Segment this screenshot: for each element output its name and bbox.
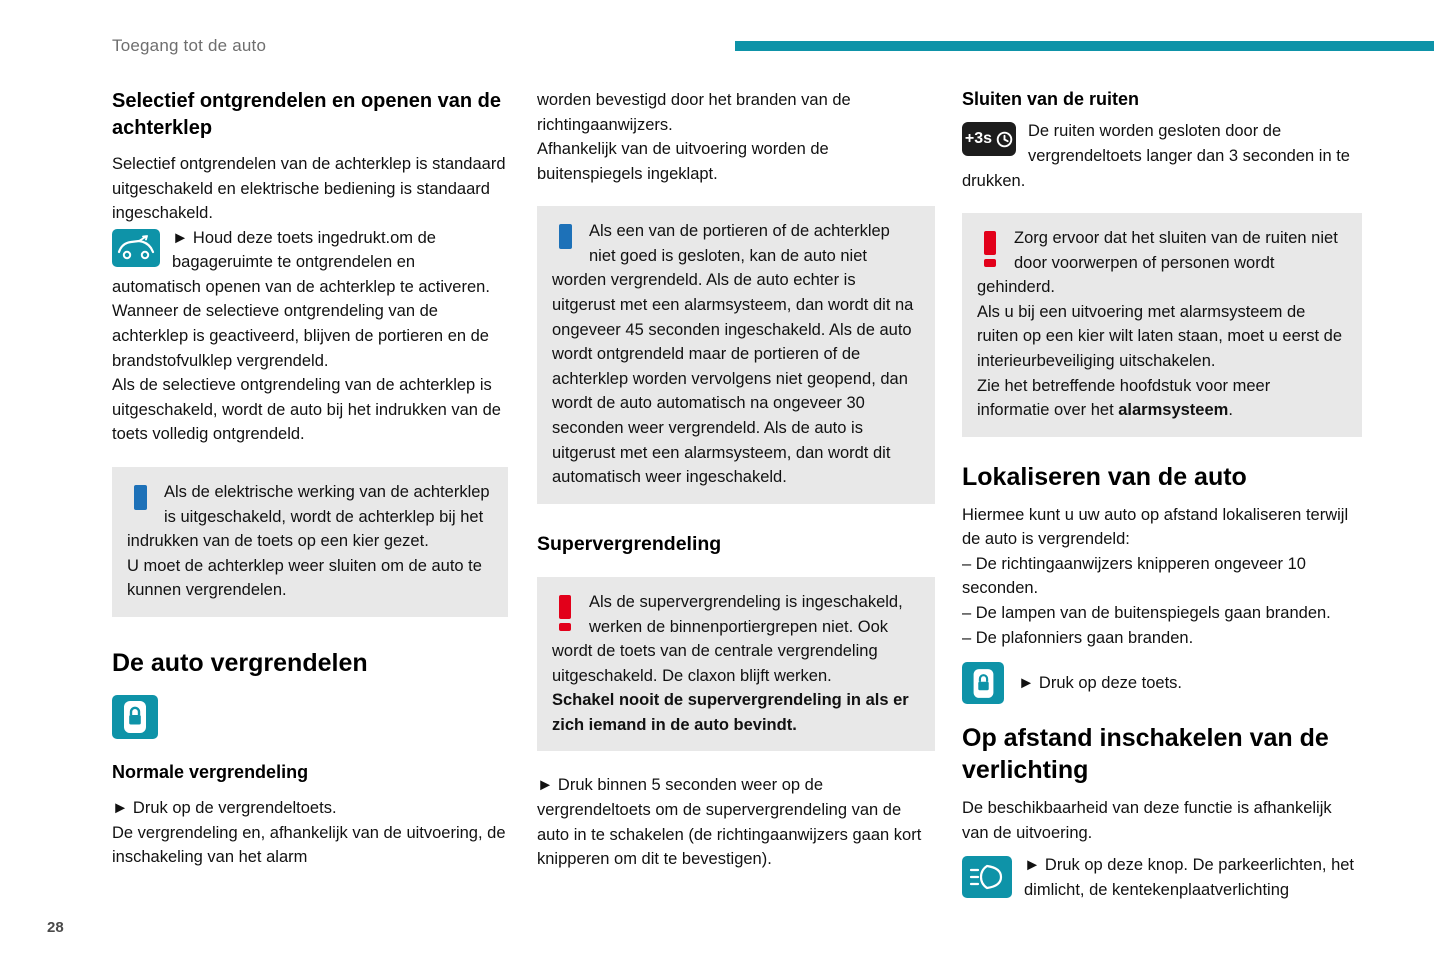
warning-text: Als de supervergrendeling is ingeschakeld, werken de binnenportiergrepen niet. Ook wordt de toets van de centrale vergrendeling uitgeschakeld. De claxon blijft werken. [552, 593, 903, 685]
column-3 [962, 88, 1362, 903]
paragraph: ► Druk binnen 5 seconden weer op de vergrendeltoets om de supervergrendeling van de auto in te schakelen (de richtingaanwijzers gaan kort knipperen om dit te bevestigen). [537, 776, 922, 869]
warning-text-bold: Schakel nooit de supervergrendeling in als er zich iemand in de auto bevindt. [552, 691, 909, 734]
warning-text-part: Zie het betreffende hoofdstuk voor meer informatie over het [977, 376, 1271, 420]
warning-text [977, 374, 1347, 423]
warning-text-part: . [1228, 401, 1233, 420]
section-title-deadlocking: Supervergrendeling [537, 532, 722, 555]
paragraph: ► Druk op de vergrendeltoets. [112, 799, 337, 818]
lock-remote-icon [962, 662, 1004, 704]
paragraph: worden bevestigd door het branden van de richtingaanwijzers. [537, 91, 851, 134]
paragraph: Selectief ontgrendelen van de achterklep is standaard uitgeschakeld en elektrische bediening is standaard ingeschakeld. [112, 155, 506, 223]
warning-text: Zorg ervoor dat het sluiten van de ruiten niet door voorwerpen of personen wordt gehinderd. [977, 229, 1338, 297]
hold-3-seconds-icon [962, 122, 1016, 156]
info-box-locking [537, 206, 935, 503]
clock-icon [996, 131, 1013, 148]
subheading-closing-windows: Sluiten van de ruiten [962, 89, 1140, 109]
boot-release-instruction [112, 226, 508, 300]
section-title-remote-lighting: Op afstand inschakelen van de verlichting [962, 724, 1329, 785]
subheading-normal-locking: Normale vergrendeling [112, 761, 309, 782]
paragraph: Hiermee kunt u uw auto op afstand lokaliseren terwijl de auto is vergrendeld: [962, 505, 1349, 549]
paragraph: De vergrendeling en, afhankelijk van de uitvoering, de inschakeling van het alarm [112, 823, 506, 867]
info-box-tailgate [112, 467, 508, 617]
warning-box-windows [962, 213, 1362, 437]
boot-release-text: ► Houd deze toets ingedrukt.om de bagageruimte te ontgrendelen en automatisch openen van de achterklep te activeren. [112, 228, 490, 296]
warning-box-deadlocking [537, 577, 935, 751]
paragraph: Afhankelijk van de uitvoering worden de buitenspiegels ingeklapt. [537, 140, 829, 183]
paragraph: Als de selectieve ontgrendeling van de achterklep is uitgeschakeld, wordt de auto bij het indrukken van de toets volledig ontgrendeld. [112, 376, 501, 444]
info-text: U moet de achterklep weer sluiten om de auto te kunnen vergrendelen. [127, 556, 482, 600]
list-item: – De lampen van de buitenspiegels gaan branden. [962, 604, 1331, 623]
page-number: 28 [47, 919, 64, 936]
lock-remote-icon [112, 695, 158, 739]
list-item: – De richtingaanwijzers knipperen ongeveer 10 seconden. [962, 554, 1306, 598]
tailgate-open-icon [112, 229, 160, 267]
info-icon [134, 485, 147, 510]
info-text: Als de elektrische werking van de achterklep is uitgeschakeld, wordt de achterklep bij het indrukken van de toets op een kier gezet. [127, 482, 490, 551]
column-2 [537, 88, 935, 872]
window-close-instruction [962, 119, 1362, 193]
lighting-button-instruction [962, 853, 1362, 902]
info-icon [559, 224, 572, 249]
locate-button-instruction [962, 662, 1362, 704]
timer-label: +3s [964, 130, 993, 148]
paragraph: De beschikbaarheid van deze functie is afhankelijk van de uitvoering. [962, 799, 1332, 842]
warning-icon [984, 231, 996, 267]
header-accent-bar [735, 41, 1434, 51]
headlight-icon [962, 856, 1012, 898]
warning-icon [559, 595, 571, 631]
info-text: Als een van de portieren of de achterklep niet goed is gesloten, kan de auto niet worden vergrendeld. Als de auto echter is uitgerust met een alarmsysteem, dan wordt dit na ongeveer 45 seconden ingeschakeld. Als de auto wordt ontgrendeld maar de portieren of de achterklep worden vervolgens niet geopend, dan wordt de auto automatisch na ongeveer 30 seconden weer vergrendeld. Als de auto is uitgerust met een alarmsysteem, dan wordt dit automatisch weer ingeschakeld. [552, 222, 914, 487]
page-header-title: Toegang tot de auto [112, 36, 267, 55]
list-item: – De plafonniers gaan branden. [962, 628, 1194, 647]
column-1 [112, 88, 508, 870]
section-title-lock-car: De auto vergrendelen [112, 648, 368, 677]
section-title-selective-unlock: Selectief ontgrendelen en openen van de achterklep [112, 90, 501, 139]
warning-text-part: Als u bij een uitvoering met alarmsysteem de ruiten op een kier wilt laten staan, moet u eerst de interieurbeveiliging uitschakelen. [977, 302, 1343, 371]
locate-button-text: ► Druk op deze toets. [1018, 673, 1182, 692]
lighting-button-text: ► Druk op deze knop. De parkeerlichten, het dimlicht, de kentekenplaatverlichting [1024, 856, 1355, 899]
section-title-locating: Lokaliseren van de auto [962, 462, 1247, 491]
warning-text-bold: alarmsysteem [1118, 401, 1229, 420]
paragraph: Wanneer de selectieve ontgrendeling van de achterklep is geactiveerd, blijven de portieren en de brandstofvulklep vergrendeld. [112, 302, 489, 370]
warning-text [977, 300, 1347, 374]
window-close-text: De ruiten worden gesloten door de vergrendeltoets langer dan 3 seconden in te drukken. [962, 122, 1350, 190]
